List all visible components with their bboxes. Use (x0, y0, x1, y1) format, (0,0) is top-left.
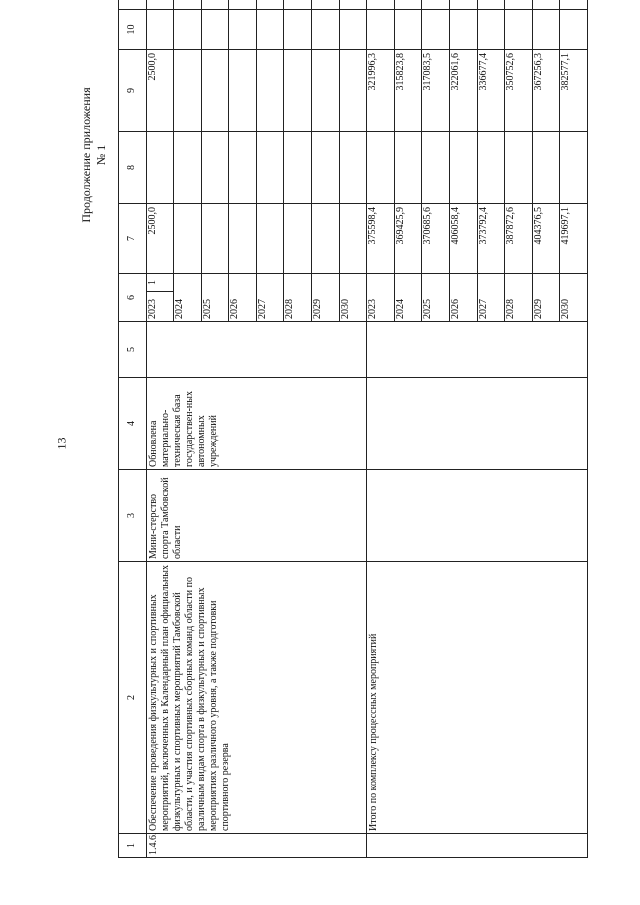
value-cell (394, 0, 422, 10)
year-cell: 2023 (146, 292, 174, 322)
year-cell: 2027 (256, 274, 284, 322)
rotated-table-wrapper (118, 24, 588, 858)
year-cell: 2027 (477, 274, 505, 322)
value-cell (422, 10, 450, 50)
year-cell: 2024 (174, 274, 202, 322)
year-cell: 2026 (229, 274, 257, 322)
value-cell: 321996,3 (367, 50, 395, 132)
value-cell: 2500,0 (146, 50, 174, 132)
value-cell: 406058,4 (449, 204, 477, 274)
value-cell: 350752,6 (505, 50, 533, 132)
value-cell (449, 0, 477, 10)
year-cell: 2025 (201, 274, 229, 322)
value-cell: 317083,5 (422, 50, 450, 132)
budget-table (118, 0, 588, 858)
appendix-title: Продолжение приложения № 1 (79, 87, 108, 223)
table-row (146, 0, 174, 858)
value-cell (505, 10, 533, 50)
total-row (367, 0, 395, 858)
year-cell: 2026 (449, 274, 477, 322)
value-cell: 336677,4 (477, 50, 505, 132)
value-cell (560, 10, 588, 50)
header-cell (119, 0, 147, 10)
value-cell (532, 0, 560, 10)
value-cell (422, 132, 450, 204)
value-cell (560, 132, 588, 204)
small-cell: 1 (146, 274, 174, 292)
year-cell: 2030 (339, 274, 367, 322)
header-cell: 6 (119, 274, 147, 322)
value-cell (146, 10, 174, 50)
value-cell: 315823,8 (394, 50, 422, 132)
value-cell: 373792,4 (477, 204, 505, 274)
value-cell (477, 132, 505, 204)
value-cell (532, 10, 560, 50)
blank-cell (367, 322, 588, 378)
header-cell: 4 (119, 378, 147, 470)
header-cell: 8 (119, 132, 147, 204)
row-id: 1.4.6. (146, 834, 367, 858)
value-cell (505, 132, 533, 204)
total-name: Итого по комплексу процессных мероприятий (367, 562, 588, 834)
year-cell: 2024 (394, 274, 422, 322)
value-cell (146, 0, 174, 10)
value-cell (146, 132, 174, 204)
year-cell: 2028 (284, 274, 312, 322)
value-cell (477, 0, 505, 10)
value-cell (367, 132, 395, 204)
value-cell (449, 10, 477, 50)
value-cell (532, 132, 560, 204)
year-cell: 2025 (422, 274, 450, 322)
value-cell (449, 132, 477, 204)
header-cell: 9 (119, 50, 147, 132)
value-cell (560, 0, 588, 10)
value-cell: 2500,0 (146, 204, 174, 274)
blank-cell (367, 378, 588, 470)
col5 (146, 322, 367, 378)
value-cell: 369425,9 (394, 204, 422, 274)
header-cell: 3 (119, 470, 147, 562)
year-cell: 2028 (505, 274, 533, 322)
blank-cell (367, 470, 588, 562)
header-cell: 7 (119, 204, 147, 274)
value-cell: 367256,3 (532, 50, 560, 132)
year-cell: 2029 (312, 274, 340, 322)
header-cell: 1 (119, 834, 147, 858)
value-cell: 370685,6 (422, 204, 450, 274)
value-cell (367, 0, 395, 10)
result: Обновлена материально-техническая база государствен-ных автономных учреждений (146, 378, 367, 470)
page-number: 13 (54, 437, 69, 450)
header-cell: 5 (119, 322, 147, 378)
header-cell: 2 (119, 562, 147, 834)
value-cell (367, 10, 395, 50)
value-cell: 404376,5 (532, 204, 560, 274)
year-cell: 2030 (560, 274, 588, 322)
year-cell: 2023 (367, 274, 395, 322)
value-cell: 322061,6 (449, 50, 477, 132)
executor: Мини-стерство спорта Тамбовской области (146, 470, 367, 562)
value-cell (394, 132, 422, 204)
header-row (119, 0, 147, 858)
value-cell (477, 10, 505, 50)
blank-cell (367, 834, 588, 858)
value-cell (394, 10, 422, 50)
value-cell (505, 0, 533, 10)
value-cell (422, 0, 450, 10)
value-cell: 382577,1 (560, 50, 588, 132)
value-cell: 387872,6 (505, 204, 533, 274)
value-cell: 375598,4 (367, 204, 395, 274)
value-cell: 419697,1 (560, 204, 588, 274)
measure-name: Обеспечение проведения физкультурных и спортивных мероприятий, включенных в Календарный план официальных физкультурных и спортивных мероприятий Тамбовской области, и участия спортивных сборных команд области по различным видам спорта в физкультурных и спортивных мероприятиях различного уровня, а также подготовки спортивного резерва (146, 562, 367, 834)
header-cell: 10 (119, 10, 147, 50)
year-cell: 2029 (532, 274, 560, 322)
